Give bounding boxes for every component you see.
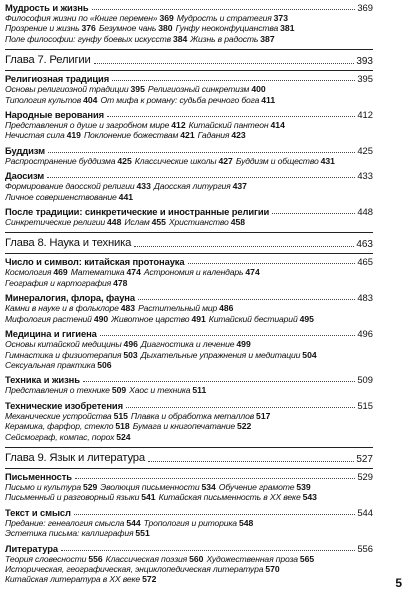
section-title: Народные верования <box>5 109 105 121</box>
leader-dots <box>83 381 355 382</box>
subsection-page-number: 400 <box>251 84 266 95</box>
subsection-title: Письменный и разговорный языки <box>5 492 140 503</box>
subsection-line <box>5 95 373 105</box>
subsection-title: Личное совершенствование <box>5 191 117 202</box>
subsection-page-number: 474 <box>126 267 141 278</box>
chapter-heading-row <box>5 54 373 67</box>
chapter-title: Глава 7. Религии <box>5 54 91 67</box>
subsection-page-number: 518 <box>115 421 130 432</box>
chapter-rule <box>5 447 373 448</box>
chapter-rule <box>5 70 373 71</box>
subsection-page-number: 544 <box>126 517 141 528</box>
subsection-title: Диагностика и лечение <box>140 339 235 350</box>
subsection-page-number: 522 <box>236 421 252 432</box>
subsection-title: Безумное чань <box>98 23 157 34</box>
toc-section <box>5 507 373 539</box>
section-title: Минералогия, флора, фауна <box>5 292 135 304</box>
subsection-page-number: 565 <box>299 553 315 564</box>
section-heading-row <box>5 145 373 156</box>
subsection-line <box>5 181 373 191</box>
subsection-line <box>5 192 373 202</box>
subsection-page-number: 380 <box>158 23 173 34</box>
subsection-page-number: 414 <box>270 120 285 131</box>
section-page-number: 395 <box>357 73 373 85</box>
subsection-title: Религиозный синкретизм <box>147 84 250 95</box>
subsection-title: Мифология растений <box>5 313 92 324</box>
section-heading-row <box>5 170 373 181</box>
subsection-title: Математика <box>70 267 125 278</box>
subsection-page-number: 511 <box>192 385 207 396</box>
section-page-number: 425 <box>357 144 373 156</box>
toc-section <box>5 206 373 227</box>
subsection-title: Гимнастика и физиотерапия <box>5 349 122 360</box>
table-of-contents <box>5 2 373 585</box>
subsection-title: Письмо и культура <box>5 481 81 492</box>
subsection-page-number: 503 <box>123 349 138 360</box>
subsection-title: Распространение буддизма <box>5 155 116 166</box>
subsection-title: От мифа к роману: судьба речного бога <box>100 94 260 105</box>
subsection-page-number: 483 <box>120 303 136 314</box>
subsection-title: Философия жизни по «Книге перемен» <box>5 13 158 23</box>
subsection-title: Жизнь в радость <box>190 33 259 44</box>
subsection-title: Растительный мир <box>138 303 218 314</box>
subsection-line <box>5 130 373 140</box>
toc-section <box>5 543 373 585</box>
section-title: Письменность <box>5 470 72 482</box>
chapter-page-number: 393 <box>356 56 373 68</box>
subsection-page-number: 548 <box>238 517 254 528</box>
subsection-title: Историческая, географическая, энциклопедическая литература <box>5 563 264 574</box>
subsection-title: Эволюция письменности <box>100 481 200 492</box>
subsection-line <box>5 34 373 44</box>
subsection-page-number: 455 <box>151 217 166 228</box>
section-title: Текст и смысл <box>5 506 71 518</box>
leader-dots <box>100 335 356 336</box>
page-number: 5 <box>395 576 402 590</box>
toc-section <box>5 400 373 442</box>
subsection-page-number: 381 <box>280 23 295 34</box>
subsection-line <box>5 360 373 370</box>
subsection-page-number: 524 <box>116 431 131 442</box>
subsection-page-number: 509 <box>111 385 127 396</box>
section-page-number: 556 <box>357 542 373 554</box>
subsection-title: Предание: генеалогия смысла <box>5 517 125 528</box>
section-heading-row <box>5 328 373 339</box>
subsection-line <box>5 432 373 442</box>
subsection-page-number: 560 <box>189 553 204 564</box>
subsection-page-number: 572 <box>142 574 157 585</box>
subsection-title: Китайский пантеон <box>188 120 269 131</box>
subsection-title: Основы религиозной традиции <box>5 84 129 95</box>
subsection-page-number: 496 <box>123 339 138 350</box>
subsection-title: Эстетика письма: каллиграфия <box>5 528 134 539</box>
subsection-title: Китайский бестиарий <box>208 313 298 324</box>
subsection-title: Гунфу неоконфуцианства <box>175 23 279 34</box>
toc-section <box>5 328 373 370</box>
subsection-page-number: 448 <box>107 217 122 228</box>
section-heading-row <box>5 507 373 518</box>
toc-body <box>5 2 373 585</box>
leader-dots <box>48 152 355 153</box>
subsection-line <box>5 482 373 492</box>
subsection-page-number: 478 <box>113 277 128 288</box>
subsection-page-number: 376 <box>81 23 96 34</box>
section-title: Даосизм <box>5 170 45 182</box>
leader-dots <box>188 263 356 264</box>
subsection-page-number: 543 <box>302 492 317 503</box>
toc-section <box>5 374 373 395</box>
chapter-page-number: 463 <box>356 239 373 251</box>
section-page-number: 433 <box>357 170 373 182</box>
leader-dots <box>94 63 355 64</box>
subsection-page-number: 469 <box>53 267 68 278</box>
subsection-page-number: 556 <box>88 553 103 564</box>
leader-dots <box>138 299 355 300</box>
subsection-line <box>5 385 373 395</box>
section-heading-row <box>5 292 373 303</box>
subsection-title: Сейсмограф, компас, порох <box>5 431 115 442</box>
subsection-title: Животное царство <box>111 313 190 324</box>
subsection-page-number: 433 <box>136 181 151 192</box>
subsection-page-number: 427 <box>218 155 233 166</box>
subsection-line <box>5 411 373 421</box>
section-heading-row <box>5 543 373 554</box>
chapter-heading-row <box>5 237 373 250</box>
subsection-page-number: 506 <box>97 359 112 370</box>
subsection-page-number: 395 <box>130 84 145 95</box>
subsection-title: Тропология и риторика <box>143 517 237 528</box>
subsection-title: Хаос и техника <box>129 385 191 396</box>
subsection-line <box>5 267 373 277</box>
subsection-page-number: 534 <box>201 481 216 492</box>
subsection-title: Основы китайской медицины <box>5 339 122 350</box>
subsection-line <box>5 23 373 33</box>
section-heading-row <box>5 2 373 13</box>
subsection-title: Китайская письменность в XX веке <box>158 492 301 503</box>
subsection-line <box>5 492 373 502</box>
subsection-title: География и картография <box>5 277 112 288</box>
subsection-title: Механические устройства <box>5 410 112 421</box>
section-title: Медицина и гигиена <box>5 328 97 340</box>
section-heading-row <box>5 400 373 411</box>
leader-dots <box>272 213 355 214</box>
subsection-title: Классическая поэзия <box>105 553 188 564</box>
toc-section <box>5 109 373 141</box>
section-page-number: 496 <box>357 328 373 340</box>
toc-section <box>5 292 373 324</box>
leader-dots <box>134 246 354 247</box>
subsection-title: Сексуальная практика <box>5 359 96 370</box>
subsection-page-number: 517 <box>256 410 271 421</box>
subsection-title: Дыхательные упражнения и медитации <box>140 349 301 360</box>
leader-dots <box>107 116 355 117</box>
toc-section <box>5 2 373 44</box>
subsection-title: Теория словесности <box>5 553 87 564</box>
section-page-number: 544 <box>357 506 373 518</box>
subsection-title: Типология культов <box>5 94 82 105</box>
subsection-page-number: 441 <box>118 191 134 202</box>
leader-dots <box>74 514 355 515</box>
subsection-page-number: 474 <box>245 267 260 278</box>
section-title: Число и символ: китайская протонаука <box>5 256 185 268</box>
subsection-page-number: 551 <box>135 528 150 539</box>
toc-section <box>5 471 373 503</box>
subsection-title: Керамика, фарфор, стекло <box>5 421 114 432</box>
section-heading-row <box>5 256 373 267</box>
subsection-line <box>5 339 373 349</box>
section-heading-row <box>5 73 373 84</box>
chapter-rule <box>5 49 373 50</box>
subsection-line <box>5 156 373 166</box>
subsection-title: Представления о душе и загробном мире <box>5 120 170 131</box>
section-title: Литература <box>5 542 58 554</box>
subsection-title: Бумага и книгопечатание <box>132 421 235 432</box>
subsection-page-number: 529 <box>82 481 98 492</box>
section-heading-row <box>5 374 373 385</box>
section-page-number: 529 <box>357 470 373 482</box>
chapter-heading-row <box>5 452 373 465</box>
section-page-number: 509 <box>357 374 373 386</box>
section-heading-row <box>5 109 373 120</box>
subsection-title: Поклонение божествам <box>83 130 179 141</box>
subsection-title: Классические школы <box>134 155 217 166</box>
subsection-page-number: 412 <box>171 120 186 131</box>
subsection-page-number: 421 <box>180 130 195 141</box>
subsection-page-number: 431 <box>320 155 335 166</box>
section-heading-row <box>5 206 373 217</box>
chapter-title: Глава 8. Наука и техника <box>5 237 132 250</box>
subsection-title: Буддизм и общество <box>235 155 319 166</box>
subsection-page-number: 411 <box>261 94 276 105</box>
subsection-page-number: 404 <box>83 94 98 105</box>
section-title: Техника и жизнь <box>5 374 80 386</box>
subsection-title: Художественная проза <box>206 553 298 564</box>
subsection-title: Космология <box>5 267 52 278</box>
subsection-page-number: 423 <box>231 130 246 141</box>
section-title: Религиозная традиция <box>5 73 110 85</box>
subsection-page-number: 486 <box>219 303 234 314</box>
subsection-line <box>5 350 373 360</box>
subsection-line <box>5 217 373 227</box>
subsection-title: Обучение грамоте <box>218 481 295 492</box>
subsection-page-number: 541 <box>141 492 156 503</box>
subsection-line <box>5 574 373 584</box>
subsection-title: Прозрение и жизнь <box>5 23 80 34</box>
subsection-page-number: 437 <box>232 181 247 192</box>
subsection-line <box>5 314 373 324</box>
subsection-page-number: 387 <box>260 33 275 44</box>
subsection-title: Даосская литургия <box>153 181 231 192</box>
subsection-line <box>5 528 373 538</box>
subsection-line <box>5 13 373 23</box>
leader-dots <box>75 478 355 479</box>
subsection-line <box>5 421 373 431</box>
subsection-title: Китайская литература в XX веке <box>5 574 141 585</box>
subsection-title: Синкретические религии <box>5 217 106 228</box>
subsection-page-number: 504 <box>302 349 317 360</box>
section-page-number: 369 <box>357 2 373 13</box>
subsection-title: Мудрость и стратегия <box>176 13 272 23</box>
toc-section <box>5 256 373 288</box>
subsection-title: Камни в науке и в фольклоре <box>5 303 119 314</box>
subsection-title: Христианство <box>168 217 229 228</box>
toc-section <box>5 145 373 166</box>
subsection-title: Поле философии: гунфу боевых искусств <box>5 33 171 44</box>
section-title: Буддизм <box>5 144 45 156</box>
subsection-page-number: 369 <box>159 13 174 23</box>
section-page-number: 483 <box>357 292 373 304</box>
toc-section <box>5 73 373 105</box>
section-page-number: 448 <box>357 206 373 218</box>
subsection-page-number: 495 <box>299 313 314 324</box>
section-title: Мудрость и жизнь <box>5 2 89 13</box>
subsection-title: Нечистая сила <box>5 130 65 141</box>
subsection-line <box>5 120 373 130</box>
subsection-page-number: 490 <box>93 313 109 324</box>
subsection-page-number: 499 <box>236 339 251 350</box>
leader-dots <box>148 461 354 462</box>
leader-dots <box>92 9 356 10</box>
section-title: Технические изобретения <box>5 399 123 411</box>
leader-dots <box>126 407 355 408</box>
subsection-line <box>5 84 373 94</box>
section-page-number: 465 <box>357 256 373 268</box>
chapter-rule <box>5 253 373 254</box>
chapter-page-number: 527 <box>356 453 373 465</box>
subsection-line <box>5 278 373 288</box>
section-page-number: 412 <box>357 109 373 121</box>
section-heading-row <box>5 471 373 482</box>
subsection-page-number: 419 <box>66 130 81 141</box>
leader-dots <box>61 550 355 551</box>
subsection-page-number: 570 <box>265 563 280 574</box>
toc-section <box>5 170 373 202</box>
subsection-line <box>5 564 373 574</box>
chapter-title: Глава 9. Язык и литература <box>5 451 145 464</box>
chapter-rule <box>5 232 373 233</box>
subsection-title: Астрономия и календарь <box>143 267 244 278</box>
subsection-page-number: 425 <box>117 155 132 166</box>
section-page-number: 515 <box>357 399 373 411</box>
subsection-page-number: 539 <box>296 481 311 492</box>
leader-dots <box>47 177 355 178</box>
subsection-line <box>5 554 373 564</box>
subsection-page-number: 373 <box>273 13 288 23</box>
chapter-rule <box>5 468 373 469</box>
subsection-title: Гадания <box>197 130 230 141</box>
subsection-page-number: 384 <box>172 33 188 44</box>
section-title: После традиции: синкретические и иностранные религии <box>5 206 270 218</box>
subsection-line <box>5 518 373 528</box>
leader-dots <box>112 80 355 81</box>
subsection-title: Формирование даосской религии <box>5 181 135 192</box>
subsection-title: Представления о технике <box>5 385 110 396</box>
subsection-page-number: 515 <box>113 410 128 421</box>
subsection-page-number: 458 <box>230 217 246 228</box>
subsection-title: Плавка и обработка металлов <box>130 410 255 421</box>
subsection-title: Ислам <box>124 217 150 228</box>
subsection-page-number: 491 <box>191 313 206 324</box>
subsection-line <box>5 303 373 313</box>
